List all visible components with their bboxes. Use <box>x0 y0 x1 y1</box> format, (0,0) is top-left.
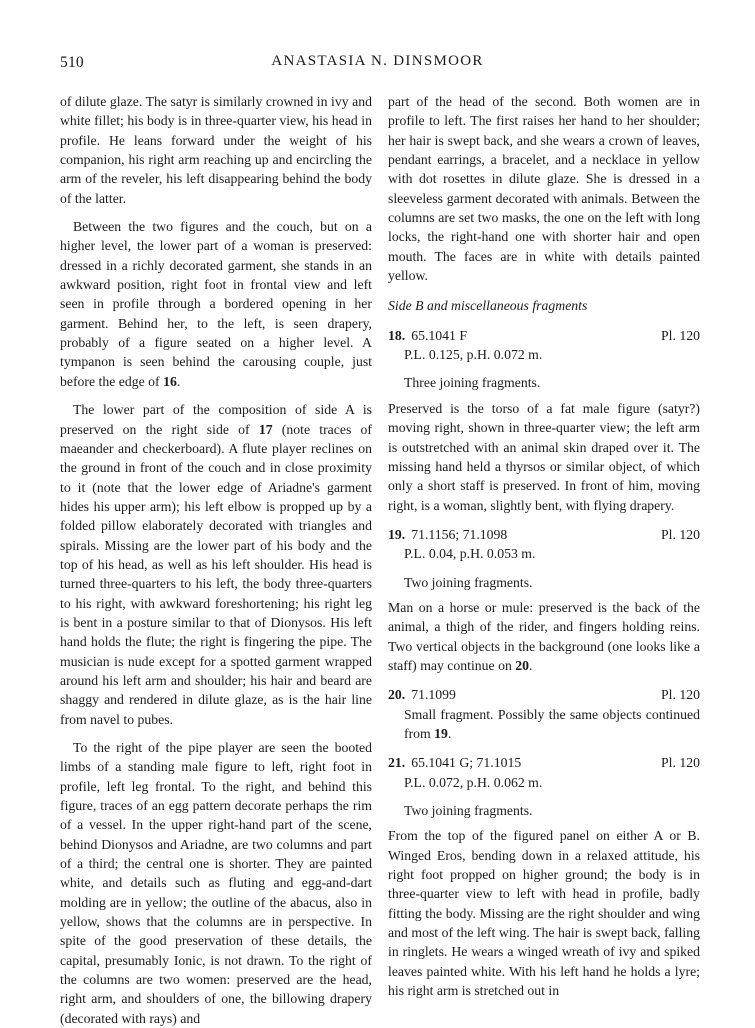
plate-reference: Pl. 120 <box>661 526 700 542</box>
punctuation: . <box>529 657 533 673</box>
left-column <box>60 92 372 1028</box>
paragraph-woman-figure <box>60 217 372 391</box>
catalog-entry-21-header <box>388 753 700 772</box>
paragraph-text: Between the two figures and the couch, but on a higher level, the lower part of a woman is preserved: dressed in a richly decorated garment, she stands in an awkward position, right foot in frontal view and left seen in profile through a bordered opening in her garment. Behind her, to the left, is seen drapery, probably of a figure seated on a higher level. A tympanon is seen behind the carousing couple, just before the edge of <box>60 219 372 389</box>
catalog-ref: 20 <box>515 657 530 673</box>
inventory-number: 65.1041 G; 71.1015 <box>411 755 522 771</box>
inventory-number: 65.1041 F <box>411 327 467 343</box>
inventory-number: 71.1156; 71.1098 <box>411 526 508 542</box>
entry-description: From the top of the figured panel on either A or B. Winged Eros, bending down in a relaxed attitude, his right foot propped on higher ground; the body is in three-quarter view to left with head in profile, badly fitting the body. Missing are the right shoulder and wing and most of the left wing. The hair is swept back, falling in ringlets. He wears a winged wreath of ivy and spiked leaves painted white. With his left hand he holds a lyre; his right arm is stretched out in <box>388 828 700 999</box>
entry-number: 21. <box>388 755 406 771</box>
description-text: Man on a horse or mule: preserved is the back of the animal, a thigh of the rider, and fingers holding reins. Two vertical objects in the background (one looks like a staff) may continue on <box>388 599 700 673</box>
running-head-author: ANASTASIA N. DINSMOOR <box>271 53 484 69</box>
entry-note: Two joining fragments. <box>404 803 533 818</box>
entry-number: 20. <box>388 687 406 703</box>
catalog-ref: 17 <box>258 421 273 437</box>
catalog-entry-18-header <box>388 326 700 345</box>
paragraph-continued: of dilute glaze. The satyr is similarly crowned in ivy and white fillet; his body is in three-quarter view, his head in profile. He leans forward under the weight of his companion, his right arm reaching up and encircling the arm of the reveler, his left disappearing behind the body of the latter. <box>60 94 372 206</box>
paragraph-continued: part of the head of the second. Both women are in profile to left. The first raises her hand to her shoulder; her hair is swept back, and she wears a crown of leaves, pendant earrings, a bracelet, and a necklace in yellow with dot rosettes in dilute glaze. She is dressed in a sleeveless garment decorated with animals. Between the columns are set two masks, the one on the left with long locks, the right-hand one with shorter hair and open mouth. The faces are in white with details painted yellow. <box>388 94 700 284</box>
entry-note: Two joining fragments. <box>404 574 533 590</box>
paragraph-text: (note traces of maeander and checkerboard). A flute player reclines on the ground in front of the couch and in close proximity to it (note that the lower edge of Ariadne's garment hides his upper arm); his left elbow is propped up by a folded pillow elaborately decorated with triangles and spirals. Missing are the lower part of his body and the top of his head, as well as his left shoulder. His head is turned three-quarters to his left, the body three-quarters to his right, with awkward foreshortening; his right leg is bent in a posture similar to that of Dionysos. His left hand holds the flute; the right is fingering the pipe. The musician is nude except for a spotted garment wrapped around his left arm and shoulder; his hair and beard are shaggy and rendered in dilute glaze, as is the hair line from navel to pubes. <box>60 421 372 727</box>
note-text: Small fragment. Possibly the same objects continued from <box>404 706 700 741</box>
entry-note <box>388 705 700 744</box>
section-heading: Side B and miscellaneous fragments <box>388 298 588 314</box>
paragraph-text: The lower part of the composition of side A is preserved on the right side of <box>60 402 372 437</box>
entry-dimensions: P.L. 0.125, p.H. 0.072 m. <box>404 347 543 363</box>
entry-dimensions: P.L. 0.04, p.H. 0.053 m. <box>404 546 536 562</box>
right-column <box>388 92 700 1000</box>
punctuation: . <box>176 373 181 389</box>
entry-note: Three joining fragments. <box>404 375 541 391</box>
punctuation: . <box>447 725 452 741</box>
entry-number: 18. <box>388 327 406 343</box>
paragraph-pipe-player: To the right of the pipe player are seen the booted limbs of a standing male figure to left, right foot in profile, left leg frontal. To the right, and behind this figure, traces of an egg pattern decorate perhaps the rim of a vessel. In the upper right-hand part of the scene, behind Dionysos and Ariadne, are two columns and part of a third; the central one is shorter. They are painted white, and details such as fluting and egg-and-dart molding are in yellow; the outline of the abacus, also in yellow, shows that the columns are in perspective. In spite of the good preservation of these details, the capital, presumably Ionic, is not drawn. To the right of the columns are two women: preserved are the head, right arm, and shoulders of one, the billowing drapery (decorated with rays) and <box>60 740 372 1026</box>
plate-reference: Pl. 120 <box>661 755 700 771</box>
catalog-ref: 16 <box>163 373 177 389</box>
entry-dimensions: P.L. 0.072, p.H. 0.062 m. <box>404 774 543 790</box>
plate-reference: Pl. 120 <box>661 327 700 343</box>
entry-description <box>388 598 700 675</box>
catalog-entry-20-header <box>388 685 700 704</box>
catalog-entry-19-header <box>388 525 700 544</box>
entry-description: Preserved is the torso of a fat male figure (satyr?) moving right, shown in three-quarter view; the left arm is outstretched with an animal skin draped over it. The missing hand held a thyrsos or similar object, of which only a short staff is preserved. In front of him, moving right, is a woman, slightly bent, with flying drapery. <box>388 400 700 513</box>
catalog-ref: 19 <box>434 725 448 741</box>
plate-reference: Pl. 120 <box>661 687 700 703</box>
page-header <box>0 52 755 78</box>
entry-number: 19. <box>388 526 406 542</box>
page-number: 510 <box>60 54 84 71</box>
inventory-number: 71.1099 <box>411 687 456 703</box>
paragraph-flute-player <box>60 400 372 729</box>
